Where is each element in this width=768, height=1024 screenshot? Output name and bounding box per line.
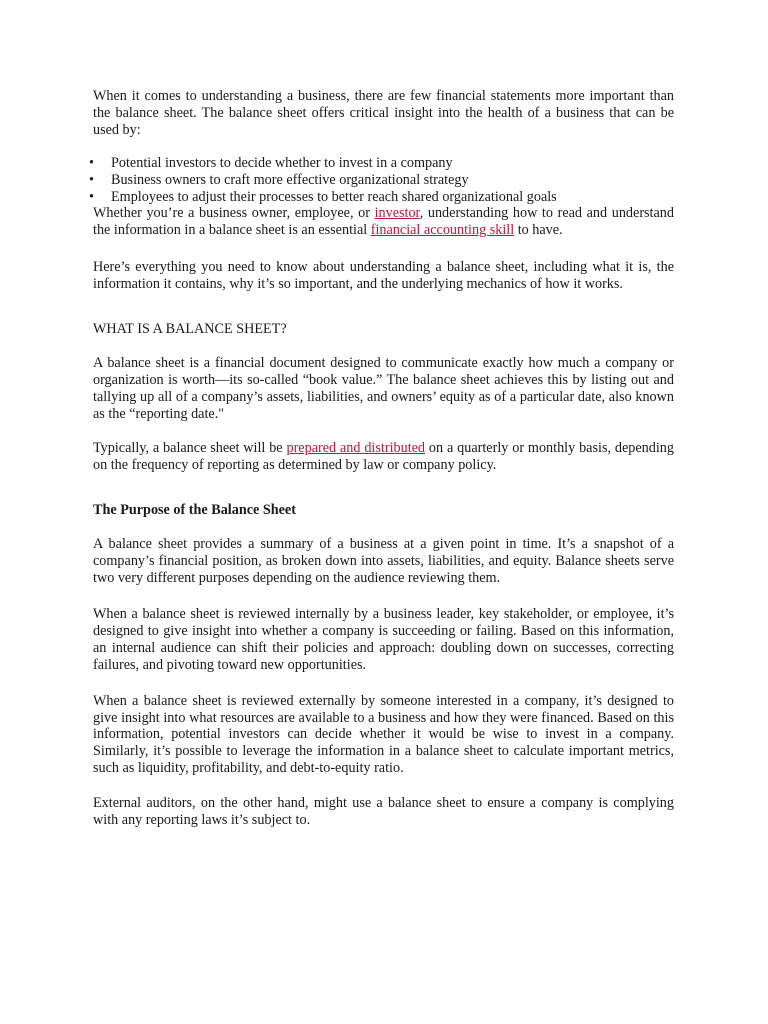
external-review-paragraph: When a balance sheet is reviewed externally by someone interested in a company, it’s designed to give insight into what resources are available to a business and how they were financed. Based on this information, potential investors can decide whether it would be wise to invest in a company. Similarly, it’s possible to leverage the information in a balance sheet to calculate important metrics, such as liquidity, profitability, and debt-to-equity ratio.	[93, 692, 674, 777]
list-item-text: Business owners to craft more effective organizational strategy	[111, 171, 469, 188]
frequency-text-b: on a quarterly or monthly basis, depending on the frequency of reporting as determined by law or company policy.	[93, 439, 674, 473]
section-heading-purpose: The Purpose of the Balance Sheet	[93, 502, 296, 519]
bullet-icon: •	[89, 188, 94, 205]
reader-text-a: Whether you’re a business owner, employee, or	[93, 205, 375, 222]
audience-bullet-list	[89, 154, 674, 206]
prepared-and-distributed-link[interactable]: prepared and distributed	[286, 439, 426, 456]
purpose-summary-paragraph: A balance sheet provides a summary of a business at a given point in time. It’s a snapshot of a company’s financial position, as broken down into assets, liabilities, and equity. Balance sheets serve two very different purposes depending on the audience reviewing them.	[93, 536, 674, 587]
reader-text-c: to have.	[514, 222, 563, 239]
investor-link[interactable]: investor	[374, 205, 420, 222]
list-item-text: Potential investors to decide whether to invest in a company	[111, 154, 453, 171]
frequency-text-a: Typically, a balance sheet will be	[93, 439, 287, 456]
list-item	[89, 154, 674, 172]
reader-paragraph	[93, 205, 674, 239]
definition-paragraph: A balance sheet is a financial document designed to communicate exactly how much a company or organization is worth—its so-called “book value.” The balance sheet achieves this by listing out and tallying up all of a company’s assets, liabilities, and owners’ equity as of a particular date, also known as the “reporting date."	[93, 354, 674, 422]
section-heading-what-is: WHAT IS A BALANCE SHEET?	[93, 321, 287, 338]
auditors-paragraph: External auditors, on the other hand, might use a balance sheet to ensure a company is complying with any reporting laws it’s subject to.	[93, 795, 674, 829]
reader-text-b: , understanding how to read and understand the information in a balance sheet is an essential	[93, 205, 674, 239]
bullet-icon: •	[89, 171, 94, 188]
bullet-icon: •	[89, 154, 94, 171]
frequency-paragraph	[93, 440, 674, 474]
list-item	[89, 171, 674, 189]
list-item-text: Employees to adjust their processes to better reach shared organizational goals	[111, 188, 557, 205]
internal-review-paragraph: When a balance sheet is reviewed internally by a business leader, key stakeholder, or employee, it’s designed to give insight into whether a company is succeeding or failing. Based on this information, an internal audience can shift their policies and approach: doubling down on successes, correcting failures, and pivoting toward new opportunities.	[93, 606, 674, 673]
document-page	[89, 88, 674, 829]
financial-accounting-skill-link[interactable]: financial accounting skill	[370, 222, 515, 239]
intro-paragraph: When it comes to understanding a business, there are few financial statements more important than the balance sheet. The balance sheet offers critical insight into the health of a business that can be used by:	[93, 88, 674, 138]
list-item	[89, 188, 674, 206]
overview-paragraph: Here’s everything you need to know about understanding a balance sheet, including what it is, the information it contains, why it’s so important, and the underlying mechanics of how it works.	[93, 259, 674, 293]
